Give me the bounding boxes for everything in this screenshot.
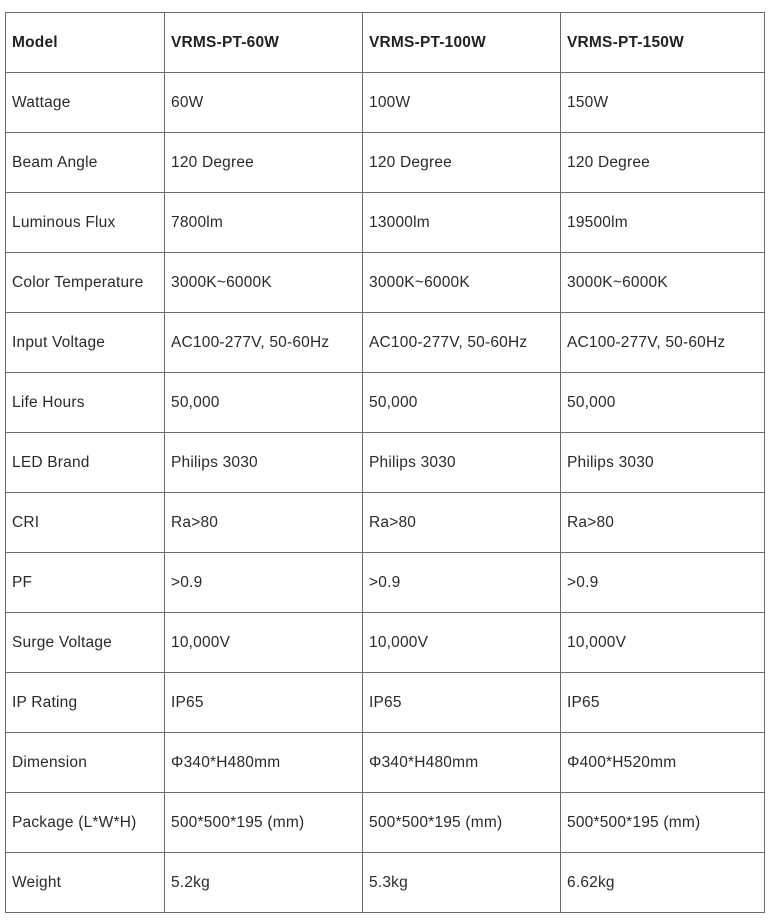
row-label: Package (L*W*H) bbox=[6, 793, 165, 853]
table-cell: Philips 3030 bbox=[165, 433, 363, 493]
table-cell: Ra>80 bbox=[561, 493, 765, 553]
table-cell: AC100-277V, 50-60Hz bbox=[363, 313, 561, 373]
table-cell: Φ340*H480mm bbox=[165, 733, 363, 793]
table-cell: 50,000 bbox=[165, 373, 363, 433]
row-label: IP Rating bbox=[6, 673, 165, 733]
table-row bbox=[6, 493, 765, 553]
row-label: Life Hours bbox=[6, 373, 165, 433]
table-cell: >0.9 bbox=[363, 553, 561, 613]
row-label: Dimension bbox=[6, 733, 165, 793]
table-cell: 120 Degree bbox=[561, 133, 765, 193]
table-cell: IP65 bbox=[561, 673, 765, 733]
row-label: Beam Angle bbox=[6, 133, 165, 193]
table-cell: 500*500*195 (mm) bbox=[561, 793, 765, 853]
table-row bbox=[6, 613, 765, 673]
table-row bbox=[6, 133, 765, 193]
table-row bbox=[6, 853, 765, 913]
table-cell: 19500lm bbox=[561, 193, 765, 253]
table-cell: >0.9 bbox=[165, 553, 363, 613]
table-cell: 6.62kg bbox=[561, 853, 765, 913]
table-cell: IP65 bbox=[165, 673, 363, 733]
table-row bbox=[6, 733, 765, 793]
table-cell: AC100-277V, 50-60Hz bbox=[165, 313, 363, 373]
table-cell: 5.3kg bbox=[363, 853, 561, 913]
table-cell: IP65 bbox=[363, 673, 561, 733]
table-cell: Ra>80 bbox=[165, 493, 363, 553]
table-cell: >0.9 bbox=[561, 553, 765, 613]
table-cell: 10,000V bbox=[363, 613, 561, 673]
table-cell: 10,000V bbox=[165, 613, 363, 673]
table-cell: 500*500*195 (mm) bbox=[363, 793, 561, 853]
table-cell: 3000K~6000K bbox=[363, 253, 561, 313]
table-row bbox=[6, 193, 765, 253]
table-cell: Φ400*H520mm bbox=[561, 733, 765, 793]
table-cell: 3000K~6000K bbox=[561, 253, 765, 313]
table-cell: AC100-277V, 50-60Hz bbox=[561, 313, 765, 373]
table-cell: 50,000 bbox=[561, 373, 765, 433]
header-cell: Model bbox=[6, 13, 165, 73]
table-row bbox=[6, 673, 765, 733]
row-label: PF bbox=[6, 553, 165, 613]
row-label: CRI bbox=[6, 493, 165, 553]
header-cell: VRMS-PT-60W bbox=[165, 13, 363, 73]
table-cell: 60W bbox=[165, 73, 363, 133]
table-row bbox=[6, 373, 765, 433]
table-row bbox=[6, 313, 765, 373]
table-cell: 50,000 bbox=[363, 373, 561, 433]
table-cell: 120 Degree bbox=[363, 133, 561, 193]
table-cell: 13000lm bbox=[363, 193, 561, 253]
table-row bbox=[6, 73, 765, 133]
row-label: LED Brand bbox=[6, 433, 165, 493]
row-label: Wattage bbox=[6, 73, 165, 133]
table-cell: Ra>80 bbox=[363, 493, 561, 553]
table-cell: 5.2kg bbox=[165, 853, 363, 913]
header-cell: VRMS-PT-100W bbox=[363, 13, 561, 73]
table-cell: 120 Degree bbox=[165, 133, 363, 193]
table-cell: Φ340*H480mm bbox=[363, 733, 561, 793]
table-cell: 3000K~6000K bbox=[165, 253, 363, 313]
table-header-row bbox=[6, 13, 765, 73]
table-row bbox=[6, 253, 765, 313]
table-cell: Philips 3030 bbox=[363, 433, 561, 493]
table-cell: 150W bbox=[561, 73, 765, 133]
table-cell: 100W bbox=[363, 73, 561, 133]
header-cell: VRMS-PT-150W bbox=[561, 13, 765, 73]
row-label: Color Temperature bbox=[6, 253, 165, 313]
table-cell: 7800lm bbox=[165, 193, 363, 253]
table-cell: 10,000V bbox=[561, 613, 765, 673]
spec-table bbox=[5, 12, 765, 913]
row-label: Surge Voltage bbox=[6, 613, 165, 673]
row-label: Input Voltage bbox=[6, 313, 165, 373]
table-row bbox=[6, 793, 765, 853]
table-cell: Philips 3030 bbox=[561, 433, 765, 493]
table-row bbox=[6, 553, 765, 613]
row-label: Luminous Flux bbox=[6, 193, 165, 253]
row-label: Weight bbox=[6, 853, 165, 913]
table-row bbox=[6, 433, 765, 493]
table-cell: 500*500*195 (mm) bbox=[165, 793, 363, 853]
